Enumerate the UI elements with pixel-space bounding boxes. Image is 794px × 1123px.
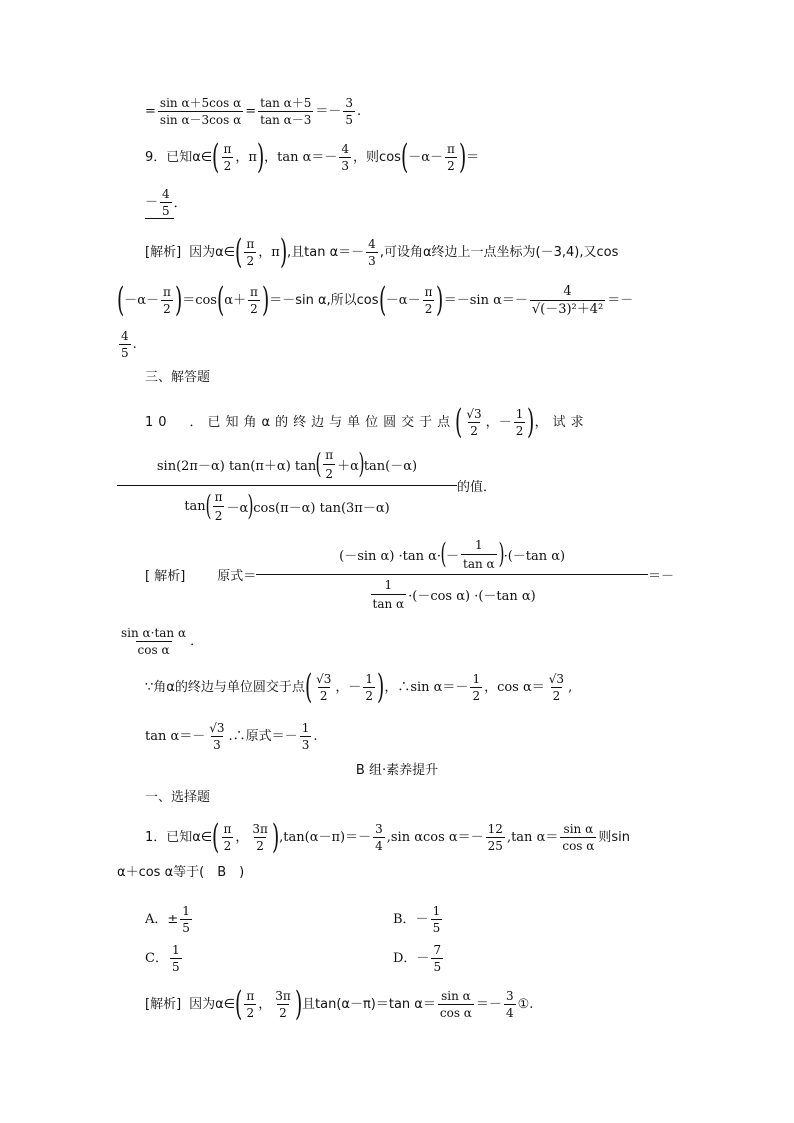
eq-line-1: = $\frac{\text{sin α＋5cos α}}{\text{sin α－3cos α}}$ = $\frac{\text{tan α＋5}}{\text{tan α－3}}$ ＝－ $\frac{3}{5}$ . [145,96,362,127]
solution-9-line-3: $\frac{4}{5}$ . [121,329,137,360]
fraction: $\frac{\text{sin α＋5cos α}}{\text{sin α－3cos α}}$ [159,96,242,127]
option-a[interactable]: A．± $\frac{1}{5}$ [145,904,190,935]
option-d[interactable]: D．－ $\frac{7}{5}$ [393,943,442,974]
question-10-expression: sin(2π－α) tan(π＋α) tan ( $\frac{\pi}{2}$ ＋α ) tan(－α) tan ( $\frac{\pi}{2}$ －α ) cos(π－α) tan(3π－α) 的值． [117,448,496,523]
question-10: 10 ．已知角α的终边与单位圆交于点 ( $\frac{√3}{2}$ ，－ $\frac{1}{2}$ ) ，试求 [145,401,589,442]
solution-numerator: (－sin α) ·tan α· ( － $\frac{1}{\text{tan α}}$ ) ·(－tan α) [339,537,566,571]
solution-9-line-1: [解析] 因为α∈ ( $\frac{\pi}{2}$ ，π ) ,且tan α＝－ $\frac{4}{3}$ ,可设角α终边上一点坐标为(－3,4),又cos [145,231,619,272]
solution-10-line-4: tan α＝－ $\frac{√3}{3}$ .∴原式＝－ $\frac{1}{3}$ . [145,721,318,752]
question-b1-line-2: α＋cos α等于( B ) [117,865,245,880]
group-heading: B 组·素养提升 [355,763,439,778]
solution-9-line-2: ( －α－ $\frac{\pi}{2}$ ) ＝cos ( α＋ $\frac{\pi}{2}$ ) ＝－sin α,所以cos ( －α－ $\frac{\pi}{2}$ ) ＝－sin α＝－ $\frac{4}{\text{√(－3)²＋4²}}$ ＝－ [116,279,634,320]
solution-10-line-2: $\frac{\text{sin α·tan α}}{\text{cos α}}$ ． [121,626,204,657]
solution-10-line-1: [ 解析] 原式＝ (－sin α) ·tan α· ( － $\frac{1}{\text{tan α}}$ ) ·(－tan α) $\frac{1}{\text{tan α}}$ ·(－cos α) ·(－tan α) ＝－ [145,537,674,611]
section-heading: 三、解答题 [145,370,211,385]
expression-denominator: tan ( $\frac{\pi}{2}$ －α ) cos(π－α) tan(3π－α) [117,485,457,523]
fraction: $\frac{3}{5}$ [345,96,354,127]
answer-blank: － $\frac{4}{5}$ [145,188,174,219]
solution-b1: [解析] 因为α∈ ( $\frac{\pi}{2}$ ， $\frac{3\pi}{2}$ ) 且tan(α－π)＝tan α＝ $\frac{\text{sin α}}{\text{cos α}}$ ＝－ $\frac{3}{4}$ ① . [145,983,534,1024]
option-b[interactable]: B．－ $\frac{1}{5}$ [393,904,441,935]
answer-9: － $\frac{4}{5}$ ． [145,187,187,218]
question-9: 9．已知α∈ ( $\frac{\pi}{2}$ ，π ) ，tan α＝－ $\frac{4}{3}$ ，则cos ( －α－ $\frac{\pi}{2}$ ) ＝ [145,136,480,177]
solution-10-line-3: ∵角α的终边与单位圆交于点 ( $\frac{√3}{2}$ ，－ $\frac{1}{2}$ ) ，∴sin α＝－ $\frac{1}{2}$ ，cos α＝ $\frac{√3}{2}$ , [145,666,573,707]
option-c[interactable]: C． $\frac{1}{5}$ [145,943,180,974]
fraction: $\frac{\text{tan α＋5}}{\text{tan α－3}}$ [260,96,312,127]
question-b1: 1．已知α∈ ( $\frac{\pi}{2}$ ， $\frac{3\pi}{2}$ ) ,tan(α－π)＝－ $\frac{3}{4}$ ,sin αcos α＝－ $\frac{12}{25}$ ,tan α＝ $\frac{\text{sin α}}{\text{cos α}}$ 则sin [145,816,631,857]
section-heading: 一、选择题 [145,790,211,805]
solution-denominator: $\frac{1}{\text{tan α}}$ ·(－cos α) ·(－tan α) [256,574,648,611]
expression-numerator: sin(2π－α) tan(π＋α) tan ( $\frac{\pi}{2}$ ＋α ) tan(－α) [156,447,418,481]
